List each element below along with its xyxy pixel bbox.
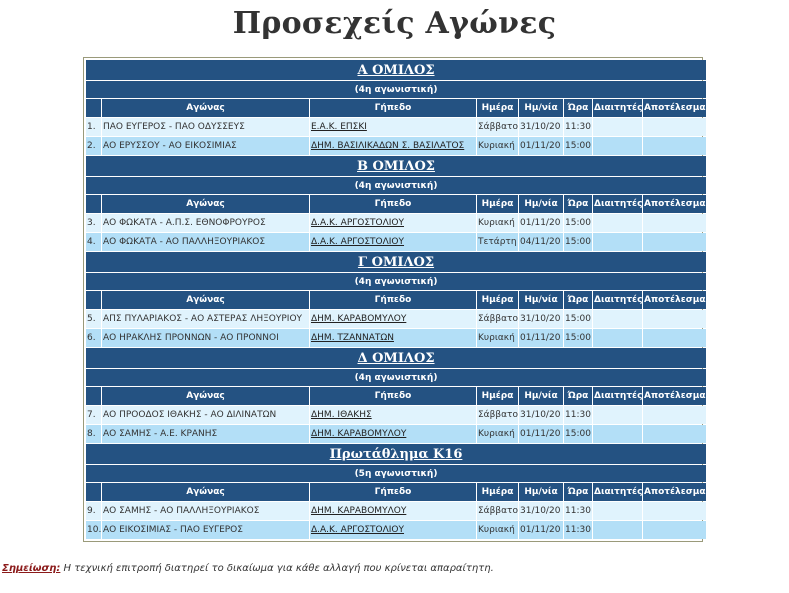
match-time: 15:00 [564, 425, 592, 443]
group-title-link[interactable]: Πρωτάθλημα Κ16 [329, 446, 463, 462]
match-day: Κυριακή [477, 521, 518, 539]
col-head-match: Αγώνας [102, 195, 309, 213]
column-header-row [86, 387, 706, 405]
match-date: 31/10/20 [519, 118, 563, 136]
fixtures-table [85, 59, 707, 540]
match-teams: ΑΟ ΕΙΚΟΣΙΜΙΑΣ - ΠΑΟ ΕΥΓΕΡΟΣ [102, 521, 309, 539]
match-teams: ΑΟ ΗΡΑΚΛΗΣ ΠΡΟΝΝΩΝ - ΑΟ ΠΡΟΝΝΟΙ [102, 329, 309, 347]
match-time: 11:30 [564, 502, 592, 520]
col-head-date: Ημ/νία [519, 195, 563, 213]
group-title-cell [86, 252, 706, 272]
venue-link[interactable]: ΔΗΜ. ΙΘΑΚΗΣ [311, 410, 372, 420]
col-head-result: Αποτέλεσμα [643, 99, 706, 117]
match-number: 8. [86, 425, 101, 443]
match-result [643, 502, 706, 520]
column-header-row [86, 291, 706, 309]
match-date: 01/11/20 [519, 425, 563, 443]
col-head-num [86, 291, 101, 309]
venue-link[interactable]: Ε.Α.Κ. ΕΠΣΚΙ [311, 122, 367, 132]
group-title-link[interactable]: Α ΟΜΙΛΟΣ [357, 62, 435, 78]
group-header [86, 60, 706, 80]
match-result [643, 521, 706, 539]
col-head-result: Αποτέλεσμα [643, 195, 706, 213]
match-number: 5. [86, 310, 101, 328]
match-number: 1. [86, 118, 101, 136]
match-time: 15:00 [564, 310, 592, 328]
match-result [643, 137, 706, 155]
match-date: 01/11/20 [519, 329, 563, 347]
venue-link[interactable]: ΔΗΜ. ΚΑΡΑΒΟΜΥΛΟΥ [311, 429, 407, 439]
table-row [86, 118, 706, 136]
footnote [2, 563, 494, 574]
match-date: 31/10/20 [519, 502, 563, 520]
venue-link[interactable]: ΔΗΜ. ΒΑΣΙΛΙΚΑΔΩΝ Σ. ΒΑΣΙΛΑΤΟΣ [311, 141, 465, 151]
match-number: 9. [86, 502, 101, 520]
venue-cell [310, 521, 476, 539]
venue-link[interactable]: Δ.Α.Κ. ΑΡΓΟΣΤΟΛΙΟΥ [311, 218, 405, 228]
match-time: 15:00 [564, 233, 592, 251]
round-label: (4η αγωνιστική) [86, 177, 706, 194]
venue-cell [310, 137, 476, 155]
venue-cell [310, 502, 476, 520]
match-teams: ΑΠΣ ΠΥΛΑΡΙΑΚΟΣ - ΑΟ ΑΣΤΕΡΑΣ ΛΗΞΟΥΡΙΟΥ [102, 310, 309, 328]
col-head-date: Ημ/νία [519, 483, 563, 501]
col-head-referees: Διαιτητές [593, 483, 642, 501]
col-head-match: Αγώνας [102, 99, 309, 117]
match-number: 7. [86, 406, 101, 424]
match-referees [593, 137, 642, 155]
match-number: 6. [86, 329, 101, 347]
match-day: Κυριακή [477, 329, 518, 347]
match-time: 11:30 [564, 118, 592, 136]
col-head-time: Ώρα [564, 291, 592, 309]
col-head-time: Ώρα [564, 99, 592, 117]
col-head-venue: Γήπεδο [310, 483, 476, 501]
match-referees [593, 310, 642, 328]
match-number: 4. [86, 233, 101, 251]
table-row [86, 502, 706, 520]
venue-cell [310, 118, 476, 136]
round-label: (5η αγωνιστική) [86, 465, 706, 482]
col-head-day: Ημέρα [477, 99, 518, 117]
col-head-referees: Διαιτητές [593, 99, 642, 117]
match-time: 15:00 [564, 214, 592, 232]
match-date: 04/11/20 [519, 233, 563, 251]
col-head-match: Αγώνας [102, 291, 309, 309]
group-title-cell [86, 444, 706, 464]
match-referees [593, 406, 642, 424]
group-title-cell [86, 348, 706, 368]
match-day: Σάββατο [477, 502, 518, 520]
col-head-match: Αγώνας [102, 483, 309, 501]
group-round [86, 81, 706, 98]
column-header-row [86, 483, 706, 501]
table-row [86, 406, 706, 424]
group-title-link[interactable]: Β ΟΜΙΛΟΣ [357, 158, 435, 174]
venue-link[interactable]: Δ.Α.Κ. ΑΡΓΟΣΤΟΛΙΟΥ [311, 525, 405, 535]
group-title-cell [86, 60, 706, 80]
column-header-row [86, 195, 706, 213]
match-result [643, 310, 706, 328]
match-referees [593, 329, 642, 347]
match-teams: ΑΟ ΦΩΚΑΤΑ - ΑΟ ΠΑΛΛΗΞΟΥΡΙΑΚΟΣ [102, 233, 309, 251]
match-result [643, 233, 706, 251]
match-day: Σάββατο [477, 406, 518, 424]
col-head-referees: Διαιτητές [593, 195, 642, 213]
match-teams: ΑΟ ΕΡΥΣΣΟΥ - ΑΟ ΕΙΚΟΣΙΜΙΑΣ [102, 137, 309, 155]
match-teams: ΑΟ ΣΑΜΗΣ - Α.Ε. ΚΡΑΝΗΣ [102, 425, 309, 443]
venue-link[interactable]: ΔΗΜ. ΚΑΡΑΒΟΜΥΛΟΥ [311, 314, 407, 324]
col-head-result: Αποτέλεσμα [643, 483, 706, 501]
col-head-venue: Γήπεδο [310, 291, 476, 309]
match-date: 01/11/20 [519, 214, 563, 232]
match-result [643, 425, 706, 443]
col-head-time: Ώρα [564, 483, 592, 501]
match-date: 01/11/20 [519, 521, 563, 539]
col-head-num [86, 387, 101, 405]
match-result [643, 329, 706, 347]
col-head-num [86, 483, 101, 501]
col-head-date: Ημ/νία [519, 387, 563, 405]
group-round [86, 177, 706, 194]
venue-link[interactable]: ΔΗΜ. ΚΑΡΑΒΟΜΥΛΟΥ [311, 506, 407, 516]
col-head-match: Αγώνας [102, 387, 309, 405]
match-result [643, 214, 706, 232]
venue-cell [310, 233, 476, 251]
group-header [86, 252, 706, 272]
venue-cell [310, 406, 476, 424]
note-text: Η τεχνική επιτροπή διατηρεί το δικαίωμα για κάθε αλλαγή που κρίνεται απαραίτητη. [60, 563, 494, 574]
col-head-result: Αποτέλεσμα [643, 387, 706, 405]
venue-cell [310, 329, 476, 347]
match-result [643, 406, 706, 424]
table-row [86, 310, 706, 328]
round-label: (4η αγωνιστική) [86, 369, 706, 386]
table-row [86, 425, 706, 443]
group-title-cell [86, 156, 706, 176]
column-header-row [86, 99, 706, 117]
group-header [86, 156, 706, 176]
col-head-venue: Γήπεδο [310, 99, 476, 117]
col-head-day: Ημέρα [477, 387, 518, 405]
table-row [86, 233, 706, 251]
col-head-num [86, 99, 101, 117]
col-head-date: Ημ/νία [519, 291, 563, 309]
match-result [643, 118, 706, 136]
fixtures-container [83, 57, 706, 542]
col-head-day: Ημέρα [477, 195, 518, 213]
group-header [86, 444, 706, 464]
match-referees [593, 425, 642, 443]
match-referees [593, 118, 642, 136]
match-day: Σάββατο [477, 310, 518, 328]
match-referees [593, 214, 642, 232]
match-time: 11:30 [564, 521, 592, 539]
col-head-time: Ώρα [564, 387, 592, 405]
match-day: Κυριακή [477, 425, 518, 443]
match-date: 31/10/20 [519, 310, 563, 328]
match-time: 15:00 [564, 137, 592, 155]
match-teams: ΑΟ ΣΑΜΗΣ - ΑΟ ΠΑΛΛΗΞΟΥΡΙΑΚΟΣ [102, 502, 309, 520]
venue-cell [310, 310, 476, 328]
table-row [86, 137, 706, 155]
col-head-venue: Γήπεδο [310, 387, 476, 405]
col-head-num [86, 195, 101, 213]
match-day: Κυριακή [477, 137, 518, 155]
group-title-link[interactable]: Γ ΟΜΙΛΟΣ [357, 254, 435, 270]
match-referees [593, 502, 642, 520]
col-head-referees: Διαιτητές [593, 387, 642, 405]
col-head-day: Ημέρα [477, 291, 518, 309]
group-round [86, 369, 706, 386]
match-time: 15:00 [564, 329, 592, 347]
table-row [86, 214, 706, 232]
match-day: Τετάρτη [477, 233, 518, 251]
match-day: Κυριακή [477, 214, 518, 232]
col-head-time: Ώρα [564, 195, 592, 213]
table-row [86, 521, 706, 539]
col-head-day: Ημέρα [477, 483, 518, 501]
match-number: 2. [86, 137, 101, 155]
match-number: 10. [86, 521, 101, 539]
venue-link[interactable]: ΔΗΜ. ΤΖΑΝΝΑΤΩΝ [311, 333, 394, 343]
match-date: 01/11/20 [519, 137, 563, 155]
col-head-referees: Διαιτητές [593, 291, 642, 309]
match-teams: ΠΑΟ ΕΥΓΕΡΟΣ - ΠΑΟ ΟΔΥΣΣΕΥΣ [102, 118, 309, 136]
match-date: 31/10/20 [519, 406, 563, 424]
col-head-date: Ημ/νία [519, 99, 563, 117]
round-label: (4η αγωνιστική) [86, 81, 706, 98]
venue-cell [310, 425, 476, 443]
group-round [86, 273, 706, 290]
col-head-venue: Γήπεδο [310, 195, 476, 213]
note-label: Σημείωση: [2, 563, 61, 574]
col-head-result: Αποτέλεσμα [643, 291, 706, 309]
match-referees [593, 233, 642, 251]
venue-link[interactable]: Δ.Α.Κ. ΑΡΓΟΣΤΟΛΙΟΥ [311, 237, 405, 247]
venue-cell [310, 214, 476, 232]
match-referees [593, 521, 642, 539]
group-round [86, 465, 706, 482]
match-number: 3. [86, 214, 101, 232]
group-title-link[interactable]: Δ ΟΜΙΛΟΣ [357, 350, 435, 366]
match-teams: ΑΟ ΠΡΟΟΔΟΣ ΙΘΑΚΗΣ - ΑΟ ΔΙΛΙΝΑΤΩΝ [102, 406, 309, 424]
match-day: Σάββατο [477, 118, 518, 136]
match-teams: ΑΟ ΦΩΚΑΤΑ - Α.Π.Σ. ΕΘΝΟΦΡΟΥΡΟΣ [102, 214, 309, 232]
round-label: (4η αγωνιστική) [86, 273, 706, 290]
match-time: 11:30 [564, 406, 592, 424]
group-header [86, 348, 706, 368]
page-title: Προσεχείς Αγώνες [232, 6, 557, 41]
table-row [86, 329, 706, 347]
